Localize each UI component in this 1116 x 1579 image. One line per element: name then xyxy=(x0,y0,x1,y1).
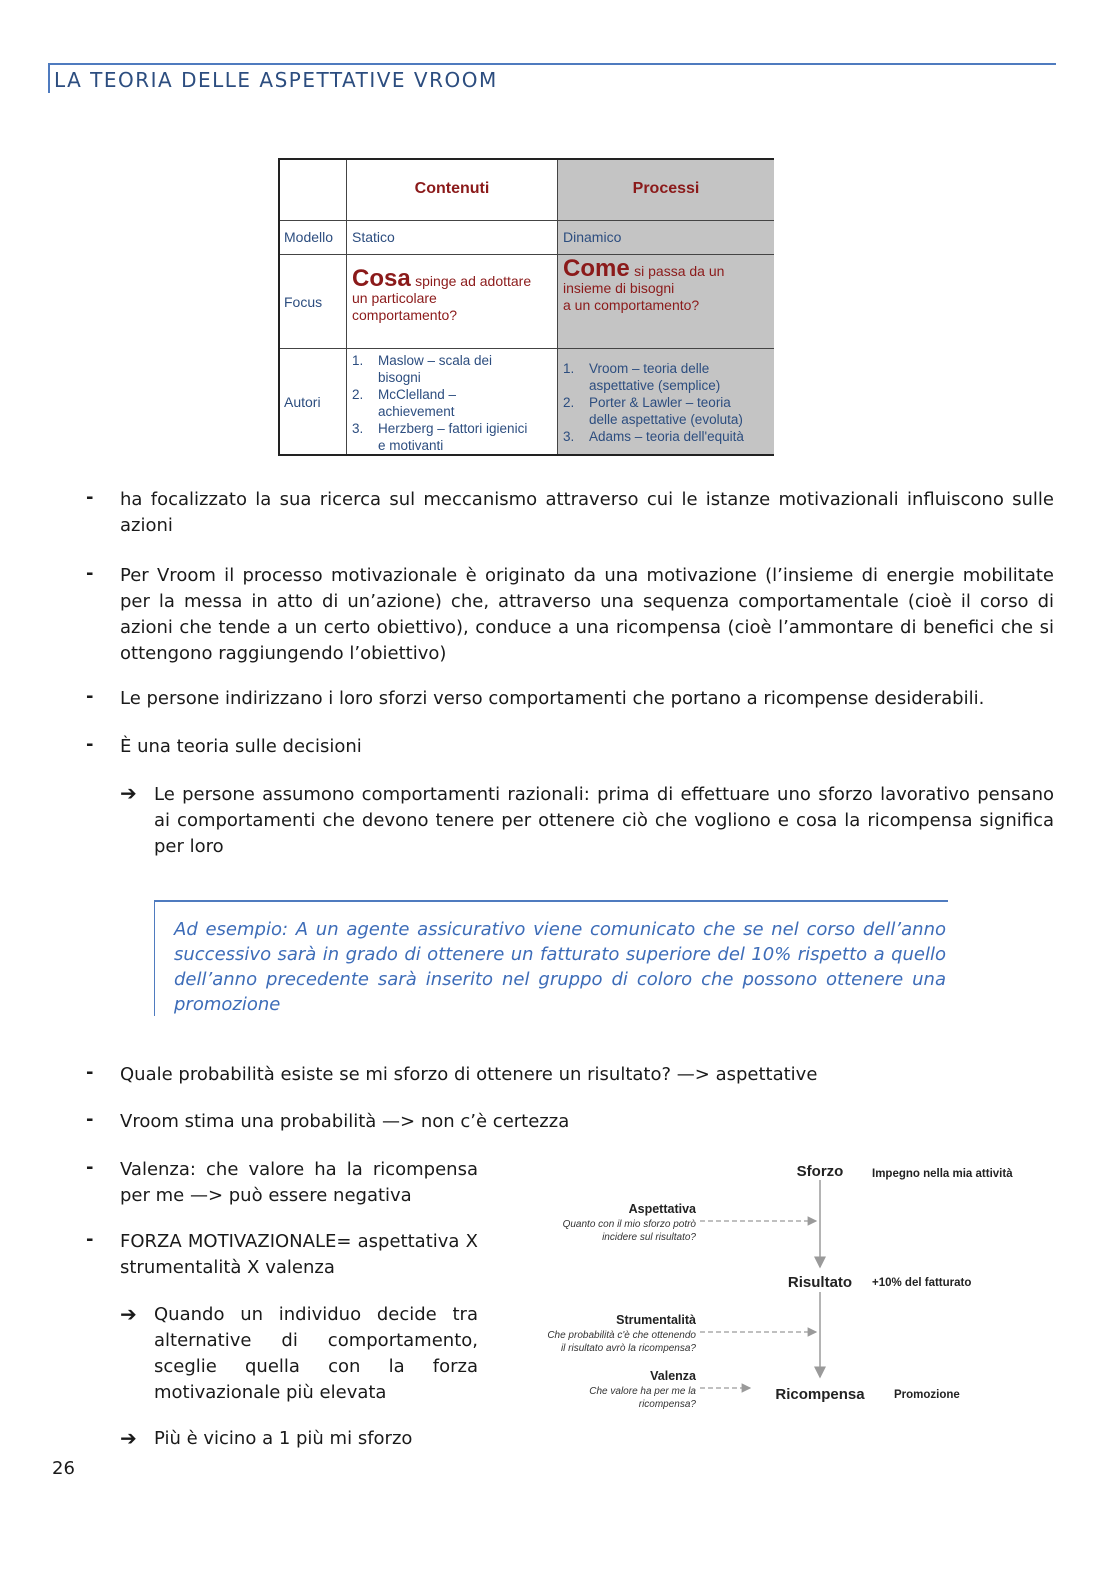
example-rule-top xyxy=(154,900,948,902)
arrow-icon: ➔ xyxy=(120,781,137,805)
risultato-desc: +10% del fatturato xyxy=(872,1277,972,1289)
paragraph: Le persone assumono comportamenti razionali: prima di effettuare uno sforzo lavorativo pensano ai comportamenti che devono tenere per ottenere ciò che vogliono e cosa la ricompensa significa per loro xyxy=(154,784,1054,857)
vroom-diagram xyxy=(520,1155,1040,1417)
bullet-dash: - xyxy=(86,563,94,584)
row-label-autori: Autori xyxy=(284,394,321,410)
bullet-dash: - xyxy=(86,1109,94,1130)
bullet-dash: - xyxy=(86,1062,94,1083)
label-ricompensa: Ricompensa xyxy=(775,1386,865,1403)
paragraph: ha focalizzato la sua ricerca sul meccanismo attraverso cui le istanze motivazionali influiscono sulle azioni xyxy=(120,489,1054,536)
list-item: 2. Porter & Lawler – teoria delle aspettative (evoluta) xyxy=(563,395,743,427)
label-sforzo: Sforzo xyxy=(796,1163,844,1180)
svg-text:il risultato avrò la ricompens: il risultato avrò la ricompensa? xyxy=(560,1343,696,1354)
modello-contenuti: Statico xyxy=(352,229,395,245)
arrow-icon: ➔ xyxy=(120,1302,137,1326)
page-number: 26 xyxy=(52,1458,75,1479)
svg-text:Che valore ha per me la: Che valore ha per me la xyxy=(589,1386,696,1397)
paragraph: Vroom stima una probabilità —> non c’è certezza xyxy=(120,1111,570,1132)
label-valenza: Valenza xyxy=(650,1369,696,1383)
list-item: 1. Vroom – teoria delle aspettative (semplice) xyxy=(563,361,721,393)
row-label-focus: Focus xyxy=(284,294,323,310)
svg-text:Quanto con il mio sforzo potrò: Quanto con il mio sforzo potrò xyxy=(562,1219,696,1230)
svg-text:ricompensa?: ricompensa? xyxy=(638,1399,696,1410)
header-contenuti: Contenuti xyxy=(414,180,490,197)
focus-contenuti: Cosa spinge ad adottare un particolare comportamento? xyxy=(352,265,532,323)
list-item: 3. Herzberg – fattori igienici e motivanti xyxy=(352,421,528,453)
bullet-dash: - xyxy=(86,686,94,707)
focus-come: Come xyxy=(563,255,630,282)
header-processi: Processi xyxy=(632,180,700,197)
focus-cosa: Cosa xyxy=(352,265,411,292)
paragraph: Più è vicino a 1 più mi sforzo xyxy=(154,1428,413,1449)
bullet-dash: - xyxy=(86,1229,94,1250)
header-rule-vertical xyxy=(48,63,50,93)
focus-processi: Come si passa da un insieme di bisogni a un comportamento? xyxy=(563,255,725,313)
list-item: 1. Maslow – scala dei bisogni xyxy=(352,353,493,385)
page-title: LA TEORIA DELLE ASPETTATIVE VROOM xyxy=(54,68,498,92)
paragraph: FORZA MOTIVAZIONALE= aspettativa X strumentalità X valenza xyxy=(120,1231,478,1278)
autori-processi xyxy=(563,360,773,445)
paragraph: Per Vroom il processo motivazionale è originato da una motivazione (l’insieme di energie mobilitate per la messa in atto di un’azione) che, attraverso una sequenza comportamentale (cioè il corso di azioni che tende a un certo obiettivo), conduce a una ricompensa (cioè l’ammontare di benefici che si ottengono raggiungendo l’obiettivo) xyxy=(120,565,1054,664)
bullet-dash: - xyxy=(86,734,94,755)
header-rule xyxy=(48,63,1056,65)
paragraph: Quale probabilità esiste se mi sforzo di ottenere un risultato? —> aspettative xyxy=(120,1064,818,1085)
label-aspettativa: Aspettativa xyxy=(628,1202,696,1216)
paragraph: Le persone indirizzano i loro sforzi verso comportamenti che portano a ricompense desiderabili. xyxy=(120,688,985,709)
list-item: 2. McClelland – achievement xyxy=(352,387,457,419)
paragraph: Quando un individuo decide tra alternative di comportamento, sceglie quella con la forza motivazionale più elevata xyxy=(154,1304,478,1403)
autori-contenuti xyxy=(352,352,556,454)
theories-table xyxy=(278,158,774,456)
ricompensa-desc: Promozione xyxy=(894,1389,960,1401)
example-quote: Ad esempio: A un agente assicurativo viene comunicato che se nel corso dell’anno successivo sarà in grado di ottenere un fatturato superiore del 10% rispetto a quello dell’anno precedente sarà inserito nel gruppo di coloro che possono ottenere una promozione xyxy=(174,919,946,1015)
bullet-dash: - xyxy=(86,487,94,508)
svg-text:Che probabilità c'è che ottene: Che probabilità c'è che ottenendo xyxy=(547,1330,696,1341)
arrow-icon: ➔ xyxy=(120,1426,137,1450)
sforzo-desc: Impegno nella mia attività xyxy=(872,1168,1013,1180)
example-rule-left xyxy=(154,900,155,1016)
bullet-dash: - xyxy=(86,1157,94,1178)
paragraph: È una teoria sulle decisioni xyxy=(120,736,362,757)
svg-text:incidere sul risultato?: incidere sul risultato? xyxy=(602,1232,696,1243)
paragraph: Valenza: che valore ha la ricompensa per me —> può essere negativa xyxy=(120,1159,478,1206)
label-risultato: Risultato xyxy=(787,1274,853,1291)
label-strumentalita: Strumentalità xyxy=(616,1313,696,1327)
list-item: 3. Adams – teoria dell'equità xyxy=(563,429,744,444)
modello-processi: Dinamico xyxy=(563,229,622,245)
row-label-modello: Modello xyxy=(284,229,334,245)
